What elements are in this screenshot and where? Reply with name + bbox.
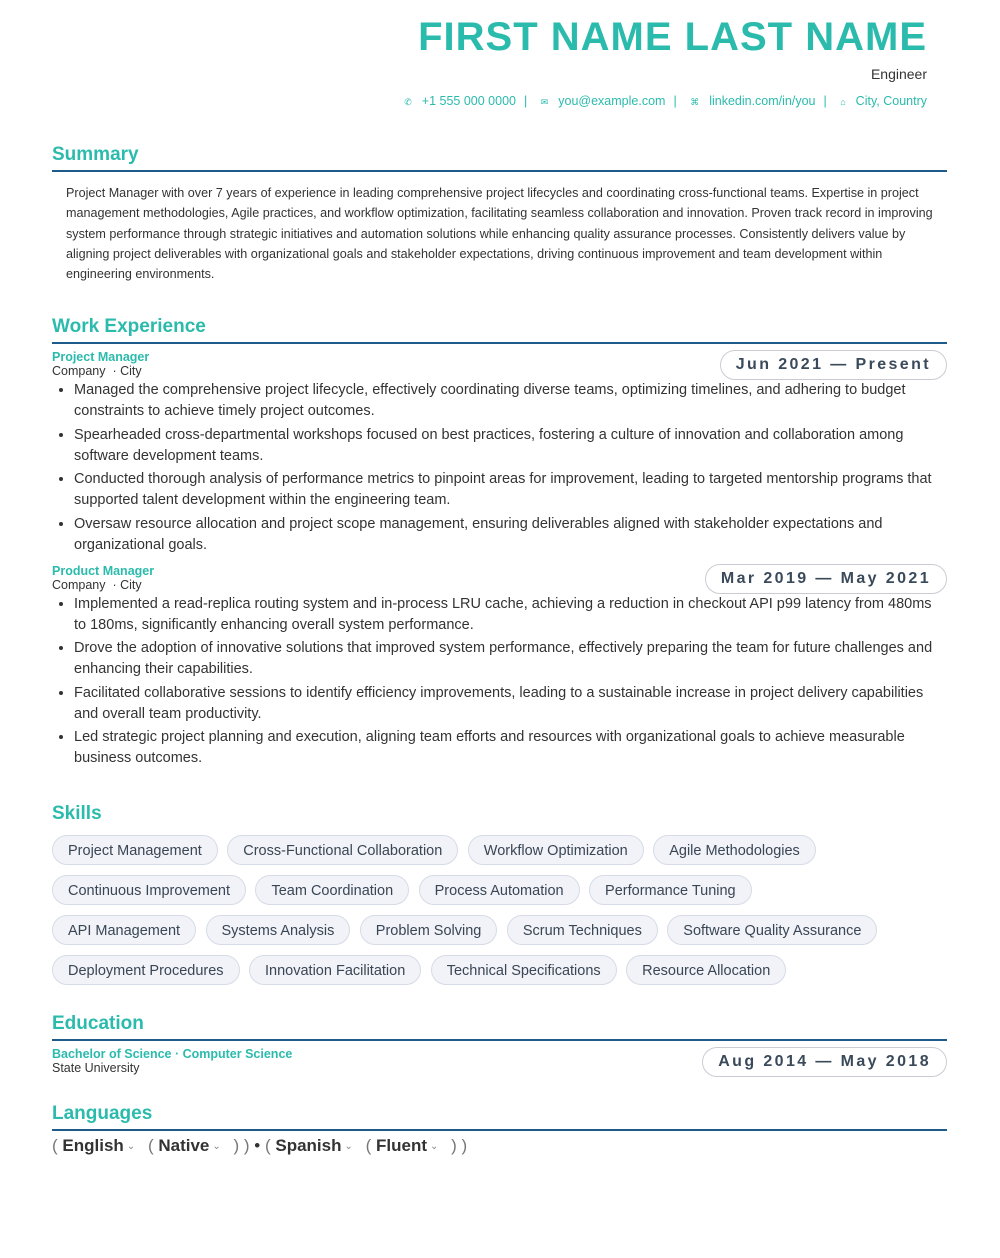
list-item: • Drove the adoption of innovative solutions that improved system performance, effectively preparing the team for future challenges and enhancing their capabilities. [74,638,947,680]
chevron-down-icon: ⌄ [344,1141,353,1152]
skill-chip: Continuous Improvement [52,875,246,905]
list-item: • Spearheaded cross-departmental workshops focused on best practices, fostering a culture of innovation and collaboration among software development teams. [74,425,947,467]
education-section [52,1012,947,1075]
job-entry [52,564,947,770]
skill-chip: Workflow Optimization [468,835,644,865]
skill-chip: Project Management [52,835,218,865]
list-item: • Led strategic project planning and execution, aligning team efforts and resources with organizational goals to achieve measurable business outcomes. [74,727,947,769]
skills-heading: Skills [52,803,102,824]
languages-list: ( English ⌄ ( Native ⌄ ) ) • ( Spanish ⌄ ( Fluent ⌄ ) ) [52,1136,468,1155]
skill-chip: Systems Analysis [206,915,351,945]
skill-chip: Performance Tuning [589,875,752,905]
education-heading: Education [52,1013,144,1034]
job-title: Project Manager [52,350,150,364]
language-level: Native [158,1136,210,1155]
contact-linkedin[interactable]: ⌘ linkedin.com/in/you | [690,94,827,108]
resume-page [52,0,947,1155]
contact-bar [52,94,927,108]
list-item: • Oversaw resource allocation and project scope management, ensuring deliverables aligned with stakeholder expectations and organizational goals. [74,514,947,556]
skill-chip: API Management [52,915,196,945]
summary-heading: Summary [52,144,139,165]
contact-phone[interactable]: ✆ +1 555 000 0000 | [404,94,528,108]
skill-chip: Cross-Functional Collaboration [227,835,458,865]
skill-chip: Team Coordination [255,875,409,905]
education-degree: Bachelor of Science · Computer Science [52,1047,293,1061]
job-company: Company · City [52,577,142,592]
job-dates-pill: Jun 2021 — Present [720,350,947,380]
chevron-down-icon: ⌄ [430,1141,439,1152]
skill-chip: Technical Specifications [431,955,617,985]
list-item: • Conducted thorough analysis of performance metrics to pinpoint areas for improvement, leading to targeted mentorship programs that supported talent development within the engineering team. [74,469,947,511]
education-dates-pill: Aug 2014 — May 2018 [702,1047,947,1077]
candidate-name: FIRST NAME LAST NAME [418,15,927,59]
list-item: • Managed the comprehensive project lifecycle, effectively coordinating diverse teams, optimizing timelines, and adhering to budget constraints to achieve timely project outcomes. [74,380,947,422]
skill-chip: Scrum Techniques [507,915,658,945]
contact-email[interactable]: ✉ you@example.com | [540,94,677,108]
job-dates-pill: Mar 2019 — May 2021 [705,564,947,594]
contact-location: ⌂ City, Country [840,94,927,108]
skill-chip: Software Quality Assurance [667,915,877,945]
list-item: • Facilitated collaborative sessions to identify efficiency improvements, leading to a sustainable increase in project delivery capabilities and overall team productivity. [74,683,947,725]
skill-chip: Agile Methodologies [653,835,816,865]
candidate-title: Engineer [870,66,927,82]
job-entry [52,350,947,556]
language-name: English [62,1136,124,1155]
job-bullets [52,594,947,770]
language-separator: • [254,1136,261,1155]
home-icon: ⌂ [840,97,846,107]
experience-section [52,315,947,772]
skill-chip: Problem Solving [360,915,498,945]
skills-list [52,826,947,995]
job-bullets [52,380,947,556]
languages-heading: Languages [52,1103,153,1124]
chevron-down-icon: ⌄ [126,1141,136,1152]
education-school: State University [52,1061,140,1075]
skill-chip: Resource Allocation [626,955,786,985]
section-divider [52,342,947,344]
summary-section [52,143,947,284]
skill-chip: Deployment Procedures [52,955,240,985]
mail-icon: ✉ [540,97,549,107]
resume-header [52,0,947,108]
language-level: Fluent [376,1136,428,1155]
skills-section [52,802,947,995]
job-title: Product Manager [52,563,155,578]
phone-icon: ✆ [404,97,412,107]
summary-text: Project Manager with over 7 years of experience in leading comprehensive project lifecycles and coordinating cross-functional teams. Expertise in project management methodologies, Agile practices, and workflow optimization, facilitating seamless collaboration and innovation. Proven track record in improving system performance through strategic initiatives and automation solutions while enhancing quality assurance processes. Consistently delivers value by aligning project deliverables with organizational goals and stakeholder expectations, driving continuous improvement and team development within engineering environments. [66,186,933,282]
education-entry [52,1047,947,1075]
skill-chip: Process Automation [419,875,580,905]
job-company: Company · City [52,364,142,378]
language-name: Spanish [275,1136,342,1155]
chevron-down-icon: ⌄ [212,1141,221,1152]
experience-heading: Work Experience [52,316,206,337]
link-icon: ⌘ [690,97,700,107]
list-item: • Implemented a read-replica routing system and in-process LRU cache, achieving a reduction in checkout API p99 latency from 480ms to 180ms, significantly enhancing overall system performance. [74,594,947,636]
languages-section [52,1102,947,1156]
section-divider [52,1039,947,1041]
skill-chip: Innovation Facilitation [249,955,421,985]
